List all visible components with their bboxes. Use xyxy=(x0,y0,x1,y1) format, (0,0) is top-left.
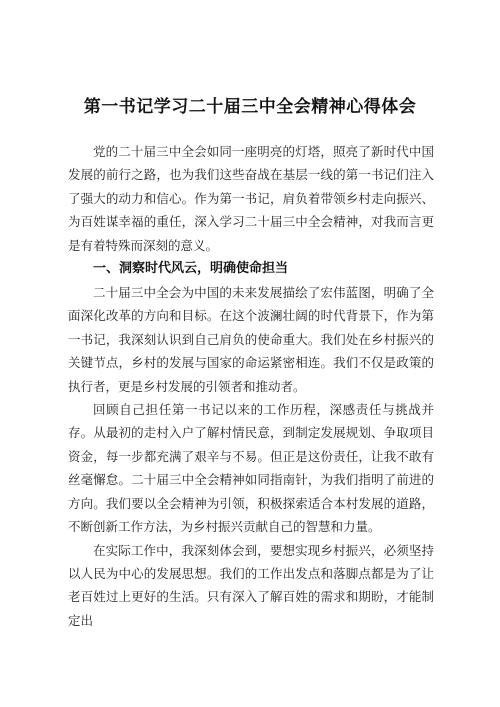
body-paragraph: 二十届三中全会为中国的未来发展描绘了宏伟蓝图，明确了全面深化改革的方向和目标。在这个波澜壮阔的时代背景下，作为第一书记，我深刻认识到自己肩负的使命重大。我们处在乡村振兴的关键节点，乡村的发展与国家的命运紧密相连。我们不仅是政策的执行者，更是乡村发展的引领者和推动者。 xyxy=(68,285,434,394)
document-body xyxy=(68,140,434,632)
intro-paragraph: 党的二十届三中全会如同一座明亮的灯塔，照亮了新时代中国发展的前行之路，也为我们这些奋战在基层一线的第一书记们注入了强大的动力和信心。作为第一书记，肩负着带领乡村走向振兴、为百姓谋幸福的重任，深入学习二十届三中全会精神，对我而言更是有着特殊而深刻的意义。 xyxy=(68,144,434,253)
document-title: 第一书记学习二十届三中全会精神心得体会 xyxy=(83,97,417,117)
body-paragraph: 回顾自己担任第一书记以来的工作历程，深感责任与挑战并存。从最初的走村入户了解村情民意，到制定发展规划、争取项目资金，每一步都充满了艰辛与不易。但正是这份责任，让我不敢有丝毫懈怠。二十届三中全会精神如同指南针，为我们指明了前进的方向。我们要以全会精神为引领，积极探索适合本村发展的道路，不断创新工作方法，为乡村振兴贡献自己的智慧和力量。 xyxy=(68,402,434,535)
body-paragraph: 在实际工作中，我深刻体会到，要想实现乡村振兴，必须坚持以人民为中心的发展思想。我们的工作出发点和落脚点都是为了让老百姓过上更好的生活。只有深入了解百姓的需求和期盼，才能制定出 xyxy=(68,542,434,628)
section-heading: 一、洞察时代风云，明确使命担当 xyxy=(93,261,289,277)
